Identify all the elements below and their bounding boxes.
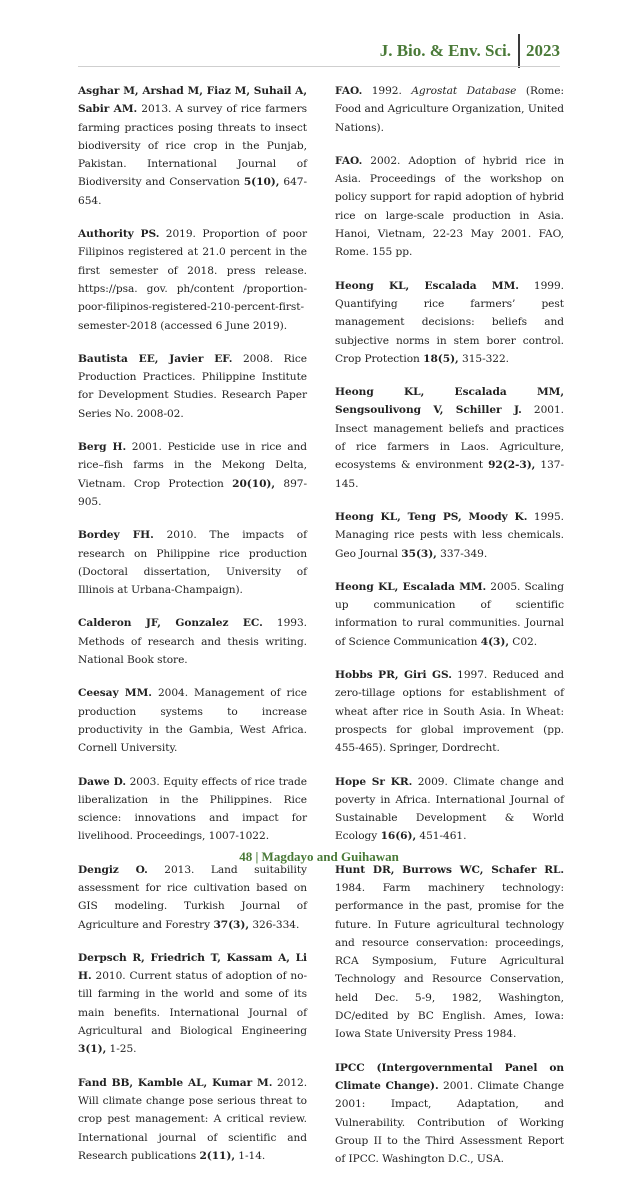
reference-authors: Derpsch R, Friedrich T, Kassam A, Li H. xyxy=(78,951,307,983)
reference-entry xyxy=(335,383,564,493)
reference-entry xyxy=(78,225,307,335)
reference-year: 2019. xyxy=(165,228,196,241)
reference-year: 2013. xyxy=(141,103,172,116)
reference-entry xyxy=(335,277,564,368)
reference-pages: 897-905. xyxy=(78,477,307,508)
reference-entry xyxy=(335,508,564,563)
reference-entry xyxy=(78,438,307,511)
reference-year: 2004. xyxy=(157,687,189,700)
reference-text: Rice Production Practices. Philippine Institute for Development Studies. Research Paper Series No. 2008-02. xyxy=(78,352,307,420)
reference-year: 2010. xyxy=(95,970,126,983)
reference-text: The impacts of research on Philippine rice production (Doctoral dissertation, University of Illinois at Urbana-Champaign). xyxy=(78,529,307,597)
reference-authors: Bordey FH. xyxy=(78,529,154,542)
header-rule xyxy=(78,66,560,67)
reference-authors: FAO. xyxy=(335,85,363,97)
reference-text: Will climate change pose serious threat to crop pest management: A critical review. International journal of scientific and Research publications xyxy=(78,1094,307,1162)
journal-year: 2023 xyxy=(526,41,560,60)
reference-volume: 37(3), xyxy=(213,918,249,931)
right-column xyxy=(335,82,564,1183)
reference-pages: 137-145. xyxy=(335,459,564,490)
reference-text: Management of rice production systems to increase productivity in the Gambia, West Africa. Cornell University. xyxy=(78,687,307,755)
reference-year: 2009. xyxy=(417,775,448,788)
reference-text: Quantifying rice farmers’ pest management decisions: beliefs and subjective norms in stem borer control. Crop Protection xyxy=(335,297,564,365)
reference-text: Scaling up communication of scientific information to rural communities. Journal of Science Communication xyxy=(335,580,564,648)
reference-authors: Hobbs PR, Giri GS. xyxy=(335,669,452,682)
reference-text: Adoption of hybrid rice in Asia. Proceedings of the workshop on policy support for rapid adoption of hybrid rice on large-scale production in Asia. Hanoi, Vietnam, 22-23 May 2001. FAO, Rome. 155 pp. xyxy=(335,154,564,259)
reference-volume: 3(1), xyxy=(78,1043,107,1056)
journal-name: J. Bio. & Env. Sci. xyxy=(379,41,511,60)
reference-volume: 18(5), xyxy=(423,352,459,365)
reference-text: Climate change and poverty in Africa. International Journal of Sustainable Development & World Ecology xyxy=(335,775,564,843)
reference-year: 2013. xyxy=(164,863,195,876)
reference-entry xyxy=(78,1074,307,1165)
reference-volume: 20(10), xyxy=(232,477,276,490)
reference-year: 2003. xyxy=(129,775,160,788)
reference-entry xyxy=(78,861,307,934)
reference-authors: Dawe D. xyxy=(78,775,127,788)
reference-authors: Dengiz O. xyxy=(78,863,148,876)
reference-pages: 1-25. xyxy=(109,1043,137,1056)
reference-pages: 326-334. xyxy=(252,918,300,931)
reference-volume: 4(3), xyxy=(480,635,509,648)
reference-volume: 92(2-3), xyxy=(488,459,536,472)
reference-pages: 337-349. xyxy=(440,547,488,560)
reference-text: Proportion of poor Filipinos registered at 21.0 percent in the first semester of 2018. press release. https://psa. gov. ph/content /proportion-poor-filipinos-registered-210-percent-first-semester-2018 (accessed 6 June 2019). xyxy=(78,228,307,332)
reference-title: Agrostat Database xyxy=(411,85,517,97)
reference-text: Current status of adoption of no-till farming in the world and some of its main benefits. International Journal of Agricultural and Biological Engineering xyxy=(78,970,307,1038)
page-footer: 48 | Magdayo and Guihawan xyxy=(239,849,399,864)
reference-year: 2001. xyxy=(533,404,564,417)
reference-year: 1992. xyxy=(371,85,402,97)
reference-text: Reduced and zero-tillage options for establishment of wheat after rice in South Asia. In Wheat: prospects for global improvement (pp. 455-465). Springer, Dordrecht. xyxy=(335,669,564,755)
reference-entry xyxy=(78,773,307,846)
reference-authors: Berg H. xyxy=(78,441,127,454)
reference-authors: Heong KL, Escalada MM, Sengsoulivong V, Schiller J. xyxy=(335,386,564,417)
reference-pages: C02. xyxy=(512,635,538,648)
reference-entry xyxy=(335,1059,564,1169)
reference-authors: FAO. xyxy=(335,154,363,167)
reference-year: 2008. xyxy=(242,352,274,365)
reference-authors: IPCC (Intergovernmental Panel on Climate Change). xyxy=(335,1061,564,1092)
reference-text: A survey of rice farmers farming practices posing threats to insect biodiversity of rice crop in the Punjab, Pakistan. International Journal of Biodiversity and Conservation xyxy=(78,103,307,189)
reference-text: Land suitability assessment for rice cultivation based on GIS modeling. Turkish Journal of Agriculture and Forestry xyxy=(78,863,307,931)
references-body xyxy=(78,82,564,1183)
reference-authors: Ceesay MM. xyxy=(78,687,152,700)
reference-authors: Hope Sr KR. xyxy=(335,775,413,788)
reference-year: 2001. xyxy=(131,441,162,454)
reference-entry xyxy=(78,350,307,423)
reference-authors: Bautista EE, Javier EF. xyxy=(78,352,233,365)
journal-header xyxy=(380,34,560,68)
reference-year: 2001. xyxy=(443,1079,474,1092)
header-separator xyxy=(518,34,520,68)
reference-authors: Heong KL, Teng PS, Moody K. xyxy=(335,510,528,523)
reference-authors: Calderon JF, Gonzalez EC. xyxy=(78,617,263,630)
reference-entry xyxy=(78,526,307,599)
reference-entry xyxy=(335,578,564,651)
reference-volume: 16(6), xyxy=(380,830,417,843)
reference-entry xyxy=(78,82,307,210)
reference-text: Farm machinery technology: performance in the past, promise for the future. In Future agricultural technology and resource conservation: proceedings, RCA Symposium, Future Agricultural Technology and Resource Conservation, held Dec. 5-9, 1982, Washington, DC/edited by BC English. Ames, Iowa: Iowa State University Press 1984. xyxy=(335,881,564,1041)
reference-entry xyxy=(78,614,307,669)
reference-year: 2012. xyxy=(276,1076,308,1089)
reference-pages: 647-654. xyxy=(78,176,307,207)
reference-entry xyxy=(335,773,564,846)
reference-text: Pesticide use in rice and rice–fish farms in the Mekong Delta, Vietnam. Crop Protection xyxy=(78,441,307,490)
reference-text: (Rome: Food and Agriculture Organization, United Nations). xyxy=(335,85,564,134)
reference-text: Managing rice pests with less chemicals. Geo Journal xyxy=(335,529,564,560)
reference-authors: Authority PS. xyxy=(78,228,160,241)
reference-entry xyxy=(335,666,564,757)
reference-year: 1984. xyxy=(335,881,366,894)
reference-text: Equity effects of rice trade liberalization in the Philippines. Rice science: innovations and impact for livelihood. Proceedings, 1007-1022. xyxy=(78,775,308,843)
reference-year: 1999. xyxy=(533,279,564,292)
reference-authors: Asghar M, Arshad M, Fiaz M, Suhail A, Sabir AM. xyxy=(78,85,307,116)
reference-year: 1995. xyxy=(533,510,564,523)
reference-authors: Fand BB, Kamble AL, Kumar M. xyxy=(78,1076,273,1089)
reference-text: Climate Change 2001: Impact, Adaptation, and Vulnerability. Contribution of Working Group II to the Third Assessment Report of IPCC. Washington D.C., USA. xyxy=(335,1079,564,1166)
reference-year: 2002. xyxy=(370,154,401,167)
reference-year: 2005. xyxy=(490,580,521,593)
reference-year: 2010. xyxy=(166,529,197,542)
reference-text: Methods of research and thesis writing. National Book store. xyxy=(78,635,307,667)
reference-entry xyxy=(78,684,307,757)
reference-entry xyxy=(335,152,564,262)
reference-pages: 315-322. xyxy=(462,352,510,365)
reference-entry xyxy=(335,861,564,1044)
reference-authors: Heong KL, Escalada MM. xyxy=(335,279,519,292)
reference-volume: 35(3), xyxy=(401,547,437,560)
reference-pages: 1-14. xyxy=(238,1149,266,1162)
reference-authors: Heong KL, Escalada MM. xyxy=(335,580,487,593)
reference-authors: Hunt DR, Burrows WC, Schafer RL. xyxy=(335,863,564,876)
reference-pages: 451-461. xyxy=(419,830,467,843)
reference-volume: 5(10), xyxy=(243,176,280,189)
reference-volume: 2(11), xyxy=(199,1149,235,1162)
reference-year: 1997. xyxy=(457,669,488,682)
reference-text: Insect management beliefs and practices of rice farmers in Laos. Agriculture, ecosystems & environment xyxy=(335,422,564,472)
reference-entry xyxy=(78,949,307,1059)
reference-entry xyxy=(335,82,564,137)
left-column xyxy=(78,82,307,1183)
reference-year: 1993. xyxy=(276,617,307,630)
